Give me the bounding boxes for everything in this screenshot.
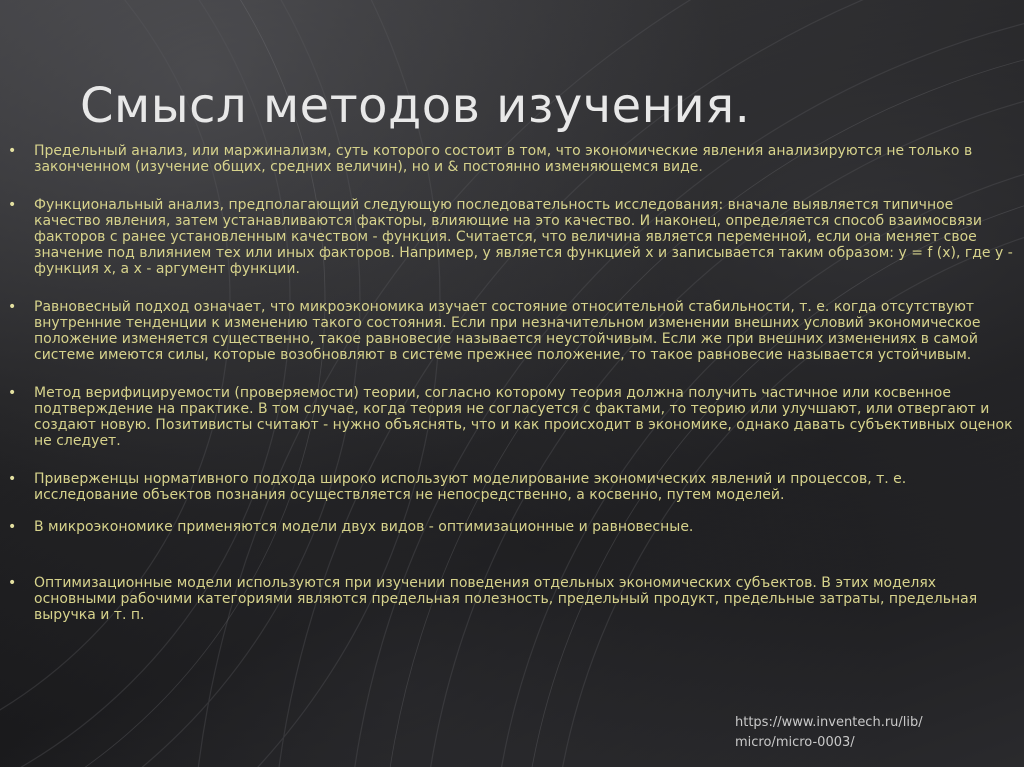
bullet-dot-icon: •: [8, 471, 17, 487]
bullet-dot-icon: •: [8, 299, 17, 315]
bullet-dot-icon: •: [8, 385, 17, 401]
bullet-text: Оптимизационные модели используются при изучении поведения отдельных экономических субъектов. В этих моделях основными рабочими категориями являются предельная полезность, предельный продукт, предельные затраты, предельная выручка и т. п.: [34, 575, 978, 623]
bullet-text: Равновесный подход означает, что микроэкономика изучает состояние относительной стабильности, т. е. когда отсутствуют внутренние тенденции к изменению такого состояния. Если при незначительном изменении внешних условий экономическое положение изменяется существенно, такое равновесие называется неустойчивым. Если же при внешних изменениях в самой системе имеются силы, которые возобновляют в системе прежнее положение, то такое равновесие называется устойчивым.: [34, 299, 981, 363]
slide-title: Смысл методов изучения.: [80, 78, 751, 134]
bullet-item: [8, 299, 1013, 363]
bullet-text: В микроэкономике применяются модели двух видов - оптимизационные и равновесные.: [34, 519, 694, 535]
bullet-text: Предельный анализ, или маржинализм, суть которого состоит в том, что экономические явления анализируются не только в законченном (изучение общих, средних величин), но и & постоянно изменяющемся виде.: [34, 143, 973, 175]
bullet-item: [8, 143, 1013, 175]
source-url-line-2: micro/micro-0003/: [735, 735, 855, 750]
bullet-text: Приверженцы нормативного подхода широко используют моделирование экономических явлений и процессов, т. е. исследование объектов познания осуществляется не непосредственно, а косвенно, путем моделей.: [34, 471, 907, 503]
bullet-dot-icon: •: [8, 575, 17, 591]
source-url: [735, 713, 975, 753]
bullet-text: Метод верифицируемости (проверяемости) теории, согласно которому теория должна получить частичное или косвенное подтверждение на практике. В том случае, когда теория не согласуется с фактами, то теорию или улучшают, или отвергают и создают новую. Позитивисты считают - нужно объяснять, что и как происходит в экономике, однако давать субъективных оценок не следует.: [34, 385, 1013, 449]
bullet-dot-icon: •: [8, 143, 17, 159]
bullet-list: [8, 143, 1013, 623]
bullet-item: [8, 385, 1013, 449]
bullet-text: Функциональный анализ, предполагающий следующую последовательность исследования: вначале выявляется типичное качество явления, затем устанавливаются факторы, влияющие на это качество. И наконец, определяется способ взаимосвязи факторов с ранее установленным качеством - функция. Считается, что величина является переменной, если она меняет свое значение под влиянием тех или иных факторов. Например, у является функцией х и записывается таким образом: у = f (х), где у - функция х, а х - аргумент функции.: [34, 197, 1013, 277]
bullet-dot-icon: •: [8, 197, 17, 213]
bullet-dot-icon: •: [8, 519, 17, 535]
bullet-item: [8, 197, 1013, 277]
source-url-line-1: https://www.inventech.ru/lib/: [735, 715, 923, 730]
bullet-item: [8, 575, 1013, 623]
bullet-item: [8, 519, 1013, 535]
bullet-item: [8, 471, 1013, 503]
